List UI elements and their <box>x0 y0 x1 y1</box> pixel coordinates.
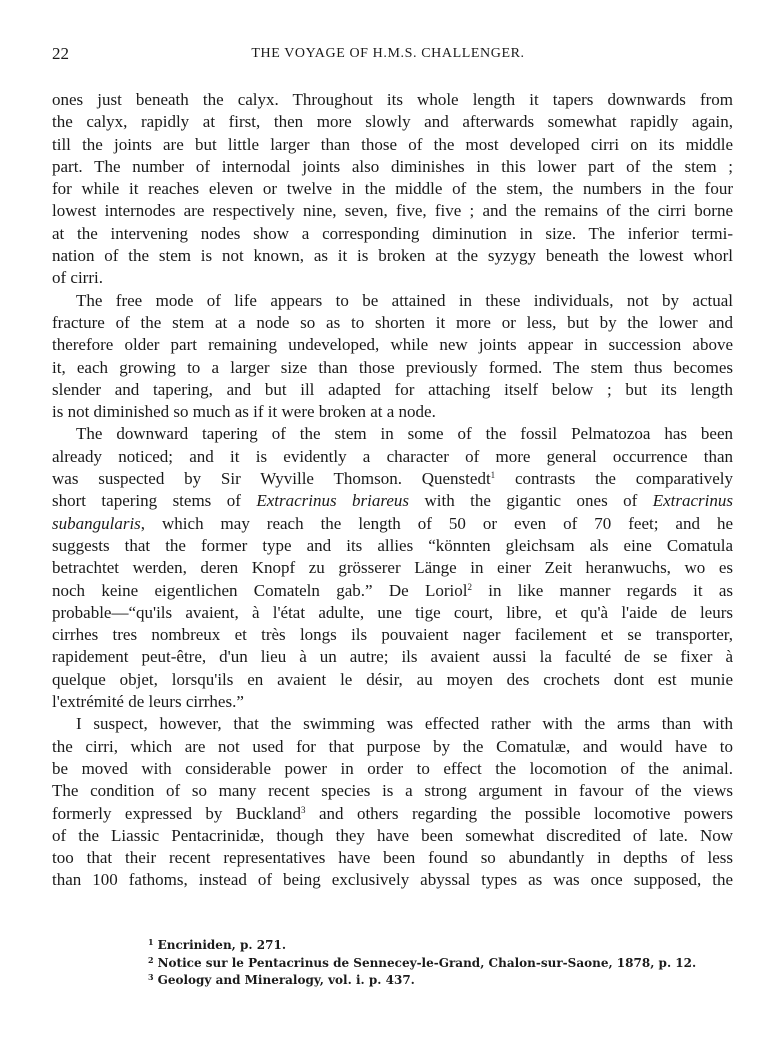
italic-text: Extracrinus briareus <box>256 491 410 511</box>
text-line <box>52 691 733 713</box>
footnote <box>148 969 696 987</box>
text-line <box>52 156 733 178</box>
page-number: 22 <box>52 44 69 63</box>
footnote <box>148 952 696 970</box>
text-line <box>52 379 733 401</box>
text-segment: slender and tapering, and but ill adapted for attaching itself below ; but its length <box>52 379 733 399</box>
text-segment: for while it reaches eleven or twelve in the middle of the stem, the numbers in the four <box>52 179 733 199</box>
text-line <box>52 446 733 468</box>
text-segment: rapidement peut-être, d'un lieu à un autre; ils avaient aussi la faculté de se fixer à <box>52 647 733 667</box>
text-segment: ones just beneath the calyx. Throughout its whole length it tapers downwards from <box>52 90 733 109</box>
paragraph <box>52 713 733 891</box>
text-line <box>52 490 733 512</box>
text-segment: be moved with considerable power in order to effect the locomotion of the animal. <box>52 758 733 778</box>
footnote-mark: 2 <box>148 954 154 965</box>
text-segment: the calyx, rapidly at first, then more slowly and afterwards somewhat rapidly again, <box>52 112 733 132</box>
text-line <box>52 357 733 379</box>
paragraph <box>52 290 733 424</box>
text-line <box>52 646 733 668</box>
text-line <box>52 736 733 758</box>
text-line <box>52 847 733 869</box>
text-line <box>52 869 733 891</box>
footnote-text: Notice sur le Pentacrinus de Sennecey-le-Grand, Chalon-sur-Saone, 1878, p. 12. <box>157 955 697 970</box>
text-line <box>52 557 733 579</box>
text-segment: already noticed; and it is evidently a character of more general occurrence than <box>52 446 733 466</box>
text-segment: The condition of so many recent species is a strong argument in favour of the views <box>52 781 733 801</box>
text-segment: fracture of the stem at a node so as to shorten it more or less, but by the lower and <box>52 312 733 332</box>
text-line <box>52 334 733 356</box>
text-line <box>52 178 733 200</box>
text-line <box>52 669 733 691</box>
paragraph <box>52 423 733 713</box>
text-segment: was suspected by Sir Wyville Thomson. Quenstedt <box>52 469 491 489</box>
text-line <box>52 267 733 289</box>
text-segment: than 100 fathoms, instead of being exclusively abyssal types as was once supposed, the <box>52 870 733 890</box>
text-line <box>52 223 733 245</box>
running-title: THE VOYAGE OF H.M.S. CHALLENGER. <box>251 46 525 61</box>
text-line <box>52 602 733 624</box>
text-line <box>52 513 733 535</box>
text-segment: therefore older part remaining undeveloped, while new joints appear in succession above <box>52 335 733 355</box>
text-segment: quelque objet, lorsqu'ils en avaient le désir, au moyen des crochets dont est munie <box>52 669 733 689</box>
text-line <box>52 535 733 557</box>
text-segment: with the gigantic ones of <box>409 491 653 511</box>
text-line <box>52 312 733 334</box>
footnote-reference: 1 <box>490 470 496 481</box>
footnote-reference: 2 <box>467 581 472 592</box>
text-segment: lowest internodes are respectively nine, seven, five, five ; and the remains of the cirri borne <box>52 201 733 221</box>
text-segment: is not diminished so much as if it were broken at a node. <box>52 402 436 422</box>
text-segment: I suspect, however, that the swimming was effected rather with the arms than with <box>76 714 733 734</box>
text-line <box>52 580 733 602</box>
text-segment: probable—“qu'ils avaient, à l'état adulte, une tige court, libre, et qu'à l'aide de leurs <box>52 602 733 622</box>
text-segment: formerly expressed by Buckland <box>52 803 302 823</box>
text-line <box>52 401 733 423</box>
italic-text: Extracrinus <box>652 491 733 511</box>
text-segment: at the intervening nodes show a corresponding diminution in size. The inferior termi- <box>52 223 733 243</box>
text-segment: cirrhes tres nombreux et très longs ils pouvaient nager facilement et se transporter, <box>52 625 733 645</box>
text-segment: short tapering stems of <box>52 491 257 511</box>
footnotes <box>148 934 696 987</box>
text-segment: the cirri, which are not used for that purpose by the Comatulæ, and would have to <box>52 736 733 756</box>
text-line <box>52 758 733 780</box>
text-segment: part. The number of internodal joints also diminishes in this lower part of the stem ; <box>52 156 733 176</box>
text-line <box>52 290 733 312</box>
text-line <box>52 111 733 133</box>
footnote-mark: 3 <box>148 972 154 982</box>
text-line <box>52 780 733 802</box>
paragraph <box>52 89 733 290</box>
text-segment: it, each growing to a larger size than those previously formed. The stem thus becomes <box>52 357 733 377</box>
text-segment: of the Liassic Pentacrinidæ, though they have been somewhat discredited of late. Now <box>52 825 733 845</box>
text-segment: , which may reach the length of 50 or even of 70 feet; and he <box>140 513 733 533</box>
text-line <box>52 803 733 825</box>
text-segment: The free mode of life appears to be attained in these individuals, not by actual <box>76 290 733 310</box>
text-segment: too that their recent representatives have been found so abundantly in depths of less <box>52 848 733 868</box>
text-line <box>52 245 733 267</box>
footnote-mark: 1 <box>148 937 154 947</box>
text-segment: suggests that the former type and its allies “könnten gleichsam als eine Comatula <box>52 535 733 555</box>
text-segment: nation of the stem is not known, as it is broken at the syzygy beneath the lowest whorl <box>52 246 733 266</box>
text-line <box>52 713 733 735</box>
text-segment: noch keine eigentlichen Comateln gab.” De Loriol <box>52 580 468 600</box>
footnote-reference: 3 <box>301 804 306 815</box>
body-text <box>52 89 733 892</box>
footnote-text: Encriniden, p. 271. <box>157 938 286 952</box>
text-segment: betrachtet werden, deren Knopf zu grösserer Länge in einer Zeit heranwuchs, wo es <box>52 558 733 578</box>
italic-text: subangularis <box>52 513 141 533</box>
text-segment: of cirri. <box>52 268 103 288</box>
text-segment: l'extrémité de leurs cirrhes.” <box>52 692 244 712</box>
text-segment: contrasts the comparatively <box>495 469 733 489</box>
text-segment: in like manner regards it as <box>471 580 734 600</box>
text-segment: The downward tapering of the stem in some of the fossil Pelmatozoa has been <box>76 424 733 444</box>
text-line <box>52 825 733 847</box>
text-line <box>52 423 733 445</box>
text-line <box>52 89 733 111</box>
text-line <box>52 624 733 646</box>
text-line <box>52 468 733 490</box>
footnote <box>148 934 696 952</box>
text-line <box>52 134 733 156</box>
text-segment: and others regarding the possible locomotive powers <box>305 803 733 823</box>
text-segment: till the joints are but little larger than those of the most developed cirri on its middle <box>52 134 733 154</box>
text-line <box>52 200 733 222</box>
footnote-text: Geology and Mineralogy, vol. i. p. 437. <box>157 973 415 987</box>
